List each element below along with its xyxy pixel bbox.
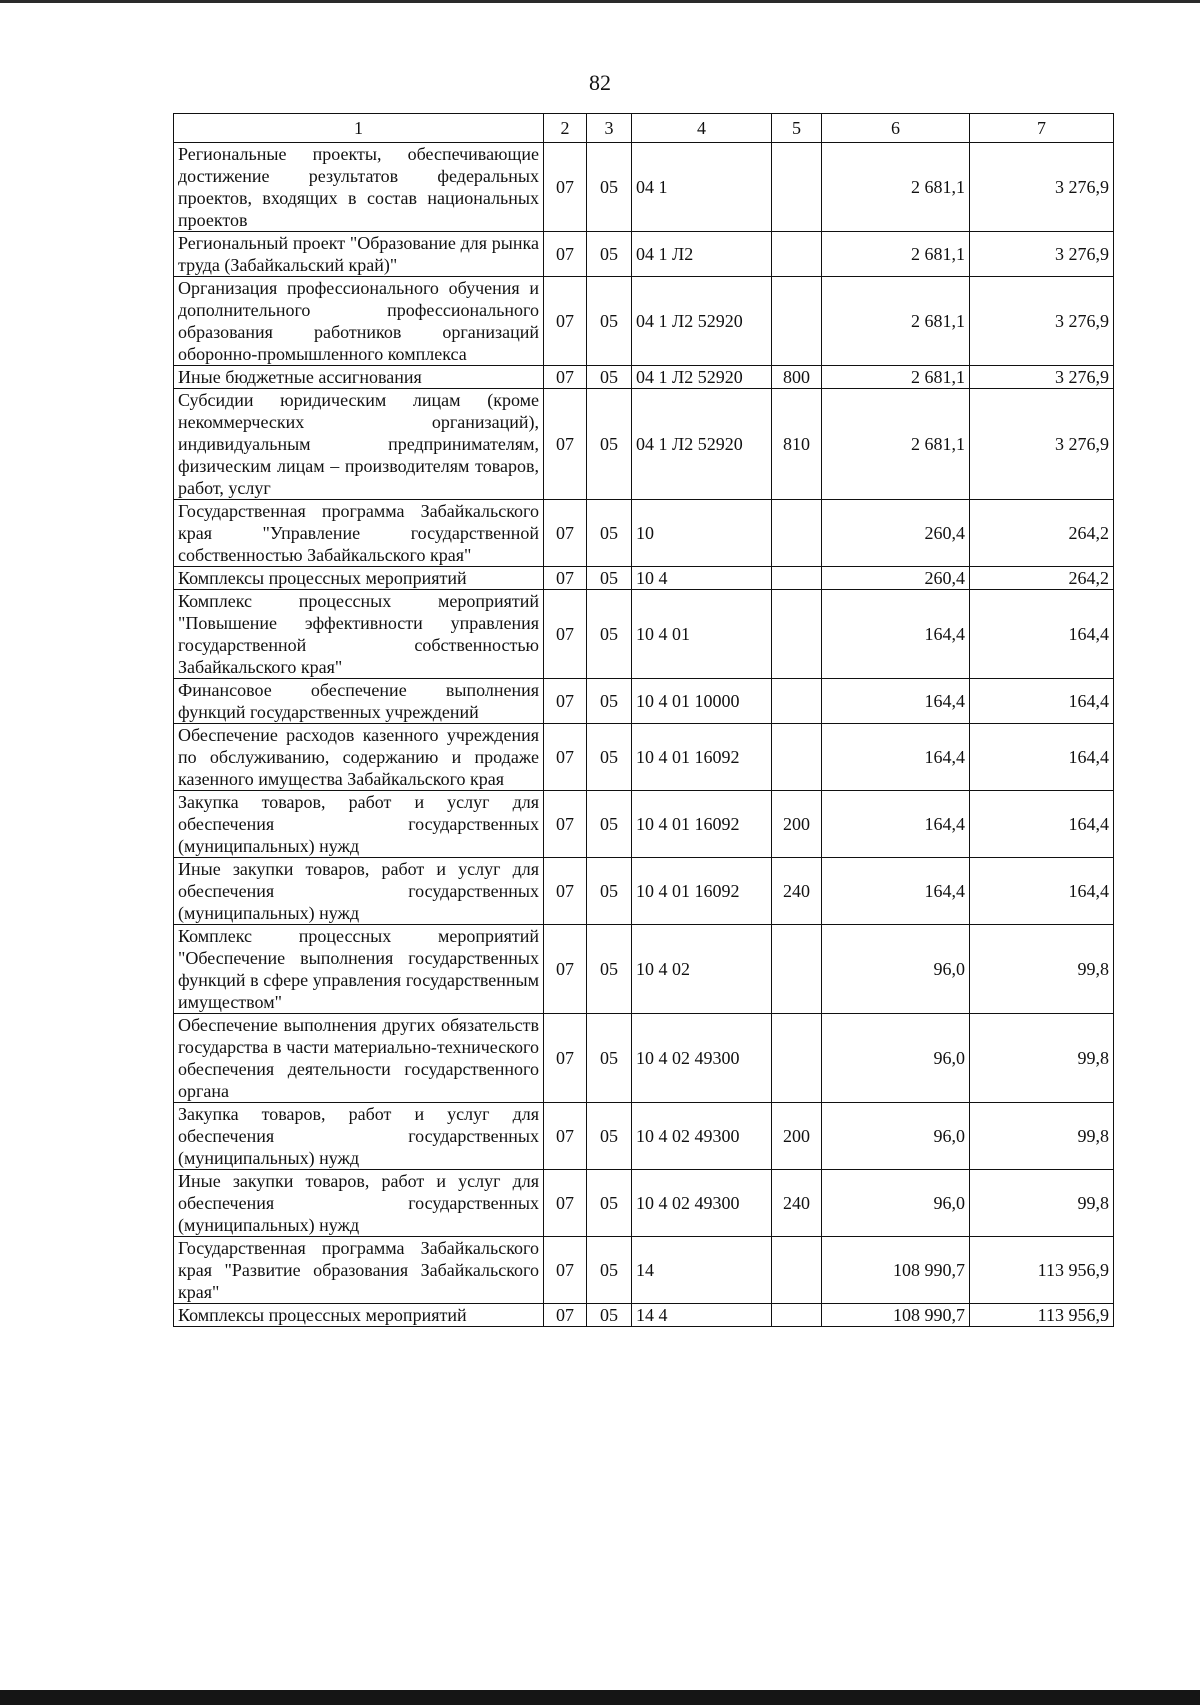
subsection-cell: 05 xyxy=(587,567,632,590)
expense-type-cell xyxy=(772,277,822,366)
amount-year1-cell: 96,0 xyxy=(822,1170,970,1237)
expense-type-cell xyxy=(772,500,822,567)
amount-year2-cell: 99,8 xyxy=(970,1170,1114,1237)
row-name-cell: Иные закупки товаров, работ и услуг для обеспечения государственных (муниципальных) нужд xyxy=(174,858,544,925)
row-name-cell: Комплексы процессных мероприятий xyxy=(174,1304,544,1327)
section-cell: 07 xyxy=(544,679,587,724)
section-cell: 07 xyxy=(544,567,587,590)
expense-type-cell xyxy=(772,679,822,724)
amount-year2-cell: 264,2 xyxy=(970,567,1114,590)
table-row xyxy=(174,277,1114,366)
target-article-cell: 14 4 xyxy=(632,1304,772,1327)
section-cell: 07 xyxy=(544,791,587,858)
table-row xyxy=(174,366,1114,389)
table-row xyxy=(174,724,1114,791)
section-cell: 07 xyxy=(544,366,587,389)
target-article-cell: 04 1 Л2 52920 xyxy=(632,366,772,389)
amount-year1-cell: 2 681,1 xyxy=(822,389,970,500)
section-cell: 07 xyxy=(544,590,587,679)
row-name-cell: Иные закупки товаров, работ и услуг для обеспечения государственных (муниципальных) нужд xyxy=(174,1170,544,1237)
target-article-cell: 10 4 02 xyxy=(632,925,772,1014)
expense-type-cell: 200 xyxy=(772,1103,822,1170)
subsection-cell: 05 xyxy=(587,791,632,858)
amount-year1-cell: 2 681,1 xyxy=(822,143,970,232)
row-name-cell: Иные бюджетные ассигнования xyxy=(174,366,544,389)
target-article-cell: 04 1 xyxy=(632,143,772,232)
target-article-cell: 10 4 01 xyxy=(632,590,772,679)
table-row xyxy=(174,1170,1114,1237)
amount-year1-cell: 108 990,7 xyxy=(822,1304,970,1327)
table-row xyxy=(174,567,1114,590)
subsection-cell: 05 xyxy=(587,1014,632,1103)
subsection-cell: 05 xyxy=(587,724,632,791)
amount-year1-cell: 164,4 xyxy=(822,724,970,791)
expense-type-cell: 240 xyxy=(772,1170,822,1237)
section-cell: 07 xyxy=(544,1170,587,1237)
amount-year1-cell: 260,4 xyxy=(822,567,970,590)
target-article-cell: 04 1 Л2 52920 xyxy=(632,277,772,366)
subsection-cell: 05 xyxy=(587,679,632,724)
row-name-cell: Комплекс процессных мероприятий "Повышение эффективности управления государственной собственностью Забайкальского края" xyxy=(174,590,544,679)
subsection-cell: 05 xyxy=(587,1103,632,1170)
target-article-cell: 10 4 01 16092 xyxy=(632,791,772,858)
section-cell: 07 xyxy=(544,277,587,366)
table-header xyxy=(174,114,1114,143)
amount-year1-cell: 164,4 xyxy=(822,791,970,858)
amount-year1-cell: 2 681,1 xyxy=(822,277,970,366)
section-cell: 07 xyxy=(544,1237,587,1304)
header-col-7: 7 xyxy=(970,114,1114,143)
section-cell: 07 xyxy=(544,232,587,277)
section-cell: 07 xyxy=(544,500,587,567)
row-name-cell: Организация профессионального обучения и дополнительного профессионального образования работников организаций оборонно-промышленного комплекса xyxy=(174,277,544,366)
table-row xyxy=(174,1304,1114,1327)
table-row xyxy=(174,1014,1114,1103)
target-article-cell: 10 4 02 49300 xyxy=(632,1170,772,1237)
amount-year1-cell: 96,0 xyxy=(822,1103,970,1170)
expense-type-cell xyxy=(772,1237,822,1304)
target-article-cell: 10 4 01 16092 xyxy=(632,724,772,791)
row-name-cell: Государственная программа Забайкальского края "Развитие образования Забайкальского края" xyxy=(174,1237,544,1304)
target-article-cell: 10 4 xyxy=(632,567,772,590)
page-number: 82 xyxy=(589,70,611,95)
target-article-cell: 10 xyxy=(632,500,772,567)
expense-type-cell: 800 xyxy=(772,366,822,389)
expense-type-cell: 240 xyxy=(772,858,822,925)
row-name-cell: Комплексы процессных мероприятий xyxy=(174,567,544,590)
amount-year2-cell: 3 276,9 xyxy=(970,143,1114,232)
subsection-cell: 05 xyxy=(587,232,632,277)
expense-type-cell xyxy=(772,724,822,791)
header-col-2: 2 xyxy=(544,114,587,143)
amount-year2-cell: 164,4 xyxy=(970,858,1114,925)
amount-year2-cell: 3 276,9 xyxy=(970,232,1114,277)
expense-type-cell xyxy=(772,590,822,679)
expense-type-cell xyxy=(772,567,822,590)
subsection-cell: 05 xyxy=(587,858,632,925)
amount-year1-cell: 164,4 xyxy=(822,858,970,925)
table-body xyxy=(174,143,1114,1327)
amount-year2-cell: 3 276,9 xyxy=(970,277,1114,366)
header-col-4: 4 xyxy=(632,114,772,143)
row-name-cell: Финансовое обеспечение выполнения функций государственных учреждений xyxy=(174,679,544,724)
subsection-cell: 05 xyxy=(587,1304,632,1327)
expense-type-cell: 200 xyxy=(772,791,822,858)
budget-table xyxy=(173,113,1114,1327)
table-row xyxy=(174,679,1114,724)
row-name-cell: Обеспечение выполнения других обязательств государства в части материально-технического обеспечения деятельности государственного органа xyxy=(174,1014,544,1103)
amount-year2-cell: 164,4 xyxy=(970,791,1114,858)
target-article-cell: 04 1 Л2 52920 xyxy=(632,389,772,500)
amount-year1-cell: 164,4 xyxy=(822,590,970,679)
header-col-5: 5 xyxy=(772,114,822,143)
section-cell: 07 xyxy=(544,1103,587,1170)
amount-year2-cell: 99,8 xyxy=(970,1103,1114,1170)
amount-year2-cell: 164,4 xyxy=(970,590,1114,679)
row-name-cell: Субсидии юридическим лицам (кроме некоммерческих организаций), индивидуальным предпринимателям, физическим лицам – производителям товаров, работ, услуг xyxy=(174,389,544,500)
table-row xyxy=(174,858,1114,925)
subsection-cell: 05 xyxy=(587,925,632,1014)
expense-type-cell xyxy=(772,143,822,232)
expense-type-cell xyxy=(772,1014,822,1103)
target-article-cell: 04 1 Л2 xyxy=(632,232,772,277)
table-row xyxy=(174,791,1114,858)
row-name-cell: Закупка товаров, работ и услуг для обеспечения государственных (муниципальных) нужд xyxy=(174,1103,544,1170)
header-col-1: 1 xyxy=(174,114,544,143)
subsection-cell: 05 xyxy=(587,590,632,679)
amount-year2-cell: 113 956,9 xyxy=(970,1237,1114,1304)
amount-year1-cell: 2 681,1 xyxy=(822,232,970,277)
table-row xyxy=(174,232,1114,277)
row-name-cell: Закупка товаров, работ и услуг для обеспечения государственных (муниципальных) нужд xyxy=(174,791,544,858)
section-cell: 07 xyxy=(544,1304,587,1327)
subsection-cell: 05 xyxy=(587,143,632,232)
amount-year2-cell: 164,4 xyxy=(970,679,1114,724)
row-name-cell: Государственная программа Забайкальского края "Управление государственной собственностью Забайкальского края" xyxy=(174,500,544,567)
table-row xyxy=(174,1237,1114,1304)
target-article-cell: 14 xyxy=(632,1237,772,1304)
amount-year1-cell: 96,0 xyxy=(822,1014,970,1103)
header-col-6: 6 xyxy=(822,114,970,143)
amount-year1-cell: 108 990,7 xyxy=(822,1237,970,1304)
row-name-cell: Комплекс процессных мероприятий "Обеспечение выполнения государственных функций в сфере управления государственным имуществом" xyxy=(174,925,544,1014)
subsection-cell: 05 xyxy=(587,389,632,500)
target-article-cell: 10 4 02 49300 xyxy=(632,1014,772,1103)
row-name-cell: Региональные проекты, обеспечивающие достижение результатов федеральных проектов, входящих в состав национальных проектов xyxy=(174,143,544,232)
row-name-cell: Обеспечение расходов казенного учреждения по обслуживанию, содержанию и продаже казенного имущества Забайкальского края xyxy=(174,724,544,791)
row-name-cell: Региональный проект "Образование для рынка труда (Забайкальский край)" xyxy=(174,232,544,277)
section-cell: 07 xyxy=(544,858,587,925)
subsection-cell: 05 xyxy=(587,366,632,389)
subsection-cell: 05 xyxy=(587,500,632,567)
subsection-cell: 05 xyxy=(587,1237,632,1304)
amount-year2-cell: 99,8 xyxy=(970,925,1114,1014)
amount-year1-cell: 2 681,1 xyxy=(822,366,970,389)
expense-type-cell xyxy=(772,925,822,1014)
section-cell: 07 xyxy=(544,1014,587,1103)
amount-year2-cell: 3 276,9 xyxy=(970,366,1114,389)
expense-type-cell xyxy=(772,1304,822,1327)
table-row xyxy=(174,500,1114,567)
table-row xyxy=(174,590,1114,679)
target-article-cell: 10 4 01 10000 xyxy=(632,679,772,724)
section-cell: 07 xyxy=(544,724,587,791)
expense-type-cell: 810 xyxy=(772,389,822,500)
subsection-cell: 05 xyxy=(587,1170,632,1237)
amount-year1-cell: 96,0 xyxy=(822,925,970,1014)
amount-year1-cell: 164,4 xyxy=(822,679,970,724)
header-row xyxy=(174,114,1114,143)
target-article-cell: 10 4 02 49300 xyxy=(632,1103,772,1170)
table-row xyxy=(174,925,1114,1014)
section-cell: 07 xyxy=(544,925,587,1014)
amount-year2-cell: 264,2 xyxy=(970,500,1114,567)
section-cell: 07 xyxy=(544,389,587,500)
table-row xyxy=(174,389,1114,500)
amount-year2-cell: 99,8 xyxy=(970,1014,1114,1103)
table-row xyxy=(174,143,1114,232)
expense-type-cell xyxy=(772,232,822,277)
scan-edge-bottom xyxy=(0,1690,1200,1705)
header-col-3: 3 xyxy=(587,114,632,143)
subsection-cell: 05 xyxy=(587,277,632,366)
amount-year2-cell: 113 956,9 xyxy=(970,1304,1114,1327)
section-cell: 07 xyxy=(544,143,587,232)
amount-year2-cell: 3 276,9 xyxy=(970,389,1114,500)
table-row xyxy=(174,1103,1114,1170)
amount-year1-cell: 260,4 xyxy=(822,500,970,567)
target-article-cell: 10 4 01 16092 xyxy=(632,858,772,925)
scan-edge-top xyxy=(0,0,1200,3)
amount-year2-cell: 164,4 xyxy=(970,724,1114,791)
